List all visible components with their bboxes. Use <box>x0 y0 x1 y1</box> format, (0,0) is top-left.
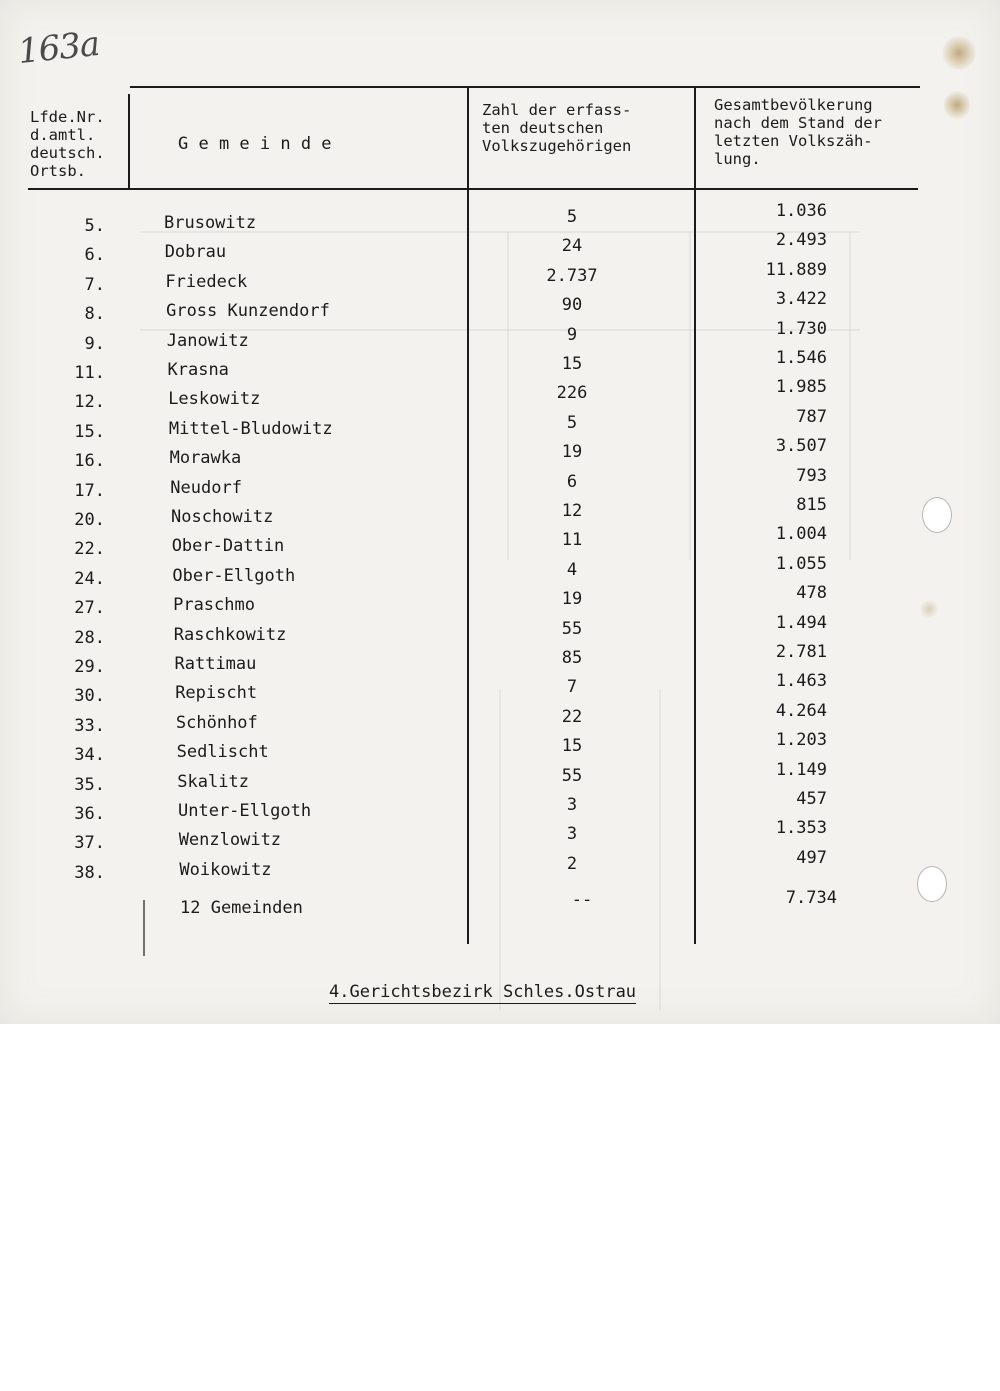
row-gemeinde: Woikowitz <box>179 859 272 880</box>
row-pop: 11.889 <box>765 259 827 280</box>
stain-mark <box>942 36 976 70</box>
row-vz: 3 <box>566 824 578 845</box>
row-nr: 29. <box>74 657 105 677</box>
row-gemeinde: Friedeck <box>165 271 248 292</box>
row-gemeinde: Schönhof <box>175 712 258 733</box>
row-pop: 1.036 <box>775 201 827 221</box>
row-pop: 497 <box>796 847 827 868</box>
table-top-rule <box>130 86 920 88</box>
footer-heading: 4.Gerichtsbezirk Schles.Ostrau <box>329 982 637 1002</box>
row-nr: 6. <box>84 245 105 266</box>
row-nr: 22. <box>74 539 105 560</box>
row-nr: 9. <box>84 333 105 354</box>
row-pop: 1.203 <box>775 730 827 751</box>
row-pop: 1.004 <box>775 524 827 545</box>
row-gemeinde: Noschowitz <box>171 507 274 527</box>
row-pop: 2.781 <box>775 642 827 662</box>
row-gemeinde: Repischt <box>175 683 258 704</box>
row-gemeinde: Dobrau <box>164 242 227 263</box>
row-nr: 37. <box>74 833 105 854</box>
row-pop: 1.055 <box>775 553 827 574</box>
col-divider-3 <box>694 88 696 944</box>
row-pop: 2.493 <box>775 230 827 251</box>
row-vz: 3 <box>566 795 578 815</box>
row-pop: 1.730 <box>775 318 827 339</box>
row-vz: 24 <box>561 236 583 257</box>
row-vz: 12 <box>561 501 583 521</box>
row-gemeinde: Janowitz <box>166 330 249 351</box>
row-vz: 2.737 <box>546 265 598 286</box>
row-vz: 4 <box>566 559 578 580</box>
row-pop: 1.149 <box>775 759 827 780</box>
row-pop: 3.422 <box>775 289 827 310</box>
row-pop: 1.546 <box>775 348 827 368</box>
row-vz: 90 <box>561 295 583 316</box>
row-nr: 7. <box>84 274 105 295</box>
row-nr: 34. <box>74 745 105 766</box>
row-pop: 1.463 <box>775 671 827 692</box>
row-pop: 787 <box>796 406 827 427</box>
row-vz: 2 <box>566 853 578 874</box>
header-bottom-rule <box>28 188 918 190</box>
row-gemeinde: Ober-Dattin <box>171 536 285 557</box>
row-vz: 7 <box>566 677 578 698</box>
row-vz: 19 <box>561 589 583 610</box>
stain-mark <box>944 90 970 120</box>
col-divider-2 <box>467 88 469 944</box>
row-vz: 11 <box>561 530 583 551</box>
row-vz: 55 <box>561 618 583 639</box>
row-nr: 38. <box>74 862 105 883</box>
row-gemeinde: Krasna <box>167 360 229 380</box>
row-gemeinde: Rattimau <box>174 654 257 674</box>
col-divider-1 <box>128 94 130 190</box>
col-divider-1-lower <box>143 900 145 956</box>
header-bevoelkerung: Gesamtbevölkerung nach dem Stand der letzten Volkszäh- lung. <box>714 96 882 168</box>
row-vz: 22 <box>561 706 583 727</box>
row-nr: 24. <box>74 568 105 589</box>
row-vz: 226 <box>556 383 588 404</box>
row-vz: 85 <box>561 648 583 668</box>
row-vz: 6 <box>566 471 578 492</box>
row-gemeinde: Leskowitz <box>168 389 261 410</box>
row-nr: 30. <box>74 686 105 707</box>
row-nr: 35. <box>74 774 105 795</box>
handwritten-page-number: 163a <box>16 23 102 73</box>
header-nr: Lfde.Nr. d.amtl. deutsch. Ortsb. <box>30 108 105 180</box>
row-nr: 8. <box>84 304 105 325</box>
punch-hole <box>922 497 952 533</box>
row-vz: 5 <box>566 207 578 227</box>
row-nr: 20. <box>74 510 105 530</box>
row-pop: 478 <box>796 583 827 604</box>
row-pop: 815 <box>796 495 827 515</box>
row-pop: 1.353 <box>775 818 827 839</box>
row-pop: 4.264 <box>775 700 827 721</box>
punch-hole <box>917 866 947 902</box>
header-gemeinde: G e m e i n d e <box>178 134 332 154</box>
row-vz: 15 <box>561 354 583 374</box>
row-nr: 17. <box>74 480 105 501</box>
row-nr: 33. <box>74 715 105 736</box>
row-gemeinde: Mittel-Bludowitz <box>168 418 333 439</box>
row-gemeinde: Sedlischt <box>176 742 269 763</box>
row-vz: 9 <box>566 324 578 345</box>
row-nr: 28. <box>74 627 105 648</box>
row-vz: 19 <box>561 442 583 463</box>
row-vz: 5 <box>566 412 578 433</box>
header-volkszugehoerige: Zahl der erfass- ten deutschen Volkszugehörigen <box>482 101 632 155</box>
summary-gemeinde: 12 Gemeinden <box>180 898 303 918</box>
row-vz: 15 <box>561 736 583 757</box>
row-gemeinde: Ober-Ellgoth <box>172 565 296 586</box>
row-gemeinde: Morawka <box>169 448 242 469</box>
summary-pop: 7.734 <box>785 888 837 908</box>
row-gemeinde: Brusowitz <box>164 213 257 233</box>
row-pop: 793 <box>796 465 827 486</box>
row-nr: 12. <box>74 392 105 413</box>
row-gemeinde: Skalitz <box>177 771 249 792</box>
row-nr: 5. <box>84 216 105 236</box>
row-nr: 11. <box>74 363 105 383</box>
row-nr: 27. <box>74 598 105 619</box>
row-pop: 457 <box>796 789 827 809</box>
row-vz: 55 <box>561 765 583 786</box>
row-nr: 15. <box>74 421 105 442</box>
row-pop: 1.494 <box>775 612 827 633</box>
row-nr: 36. <box>74 804 105 824</box>
row-pop: 3.507 <box>775 436 827 457</box>
row-gemeinde: Neudorf <box>170 477 242 498</box>
row-gemeinde: Unter-Ellgoth <box>178 801 312 821</box>
row-gemeinde: Raschkowitz <box>173 624 287 645</box>
summary-vz: -- <box>571 890 593 910</box>
row-gemeinde: Praschmo <box>173 595 255 616</box>
stain-mark <box>920 600 938 618</box>
row-gemeinde: Gross Kunzendorf <box>166 301 330 322</box>
row-nr: 16. <box>74 451 105 472</box>
row-pop: 1.985 <box>775 377 827 398</box>
row-gemeinde: Wenzlowitz <box>178 830 282 851</box>
